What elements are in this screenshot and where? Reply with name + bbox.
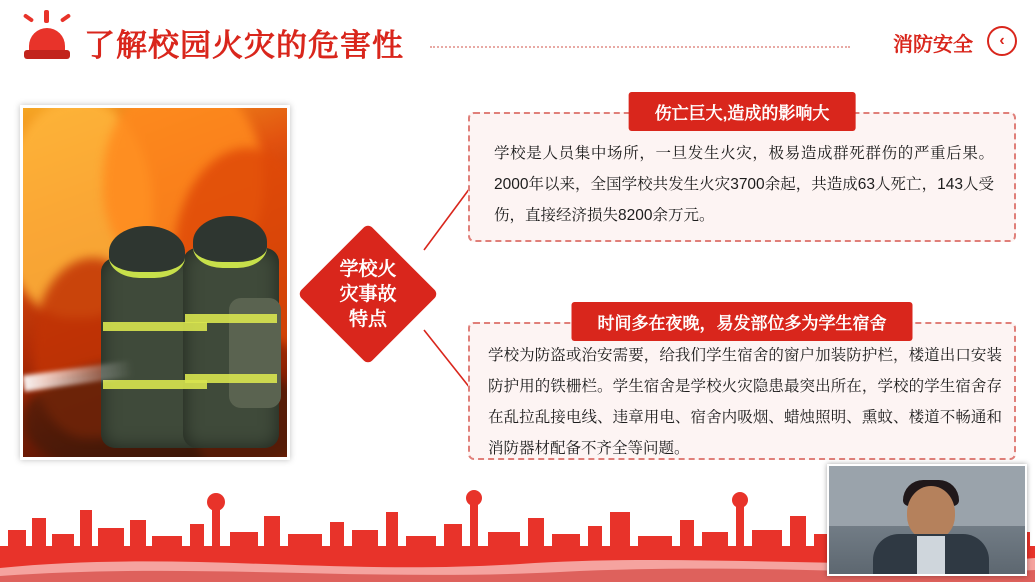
presenter-video-thumbnail[interactable] bbox=[827, 464, 1027, 576]
center-diamond-label bbox=[296, 222, 440, 366]
info-card-2-title: 时间多在夜晚，易发部位多为学生宿舍 bbox=[572, 302, 913, 341]
info-card-2-body: 学校为防盗或治安需要，给我们学生宿舍的窗户加装防护栏，楼道出口安装防护用的铁栅栏。学生宿舍是学校火灾隐患最突出所在，学校的学生宿舍存在乱拉乱接电线、违章用电、宿舍内吸烟、蜡烛照明、熏蚊、楼道不畅通和消防器材配备不齐全等问题。 bbox=[488, 347, 1002, 457]
diamond-line-3: 特点 bbox=[348, 308, 387, 330]
slide-header bbox=[0, 0, 1035, 80]
diamond-line-2: 灾事故 bbox=[339, 283, 397, 305]
info-card-1-body: 学校是人员集中场所，一旦发生火灾，极易造成群死群伤的严重后果。 2000年以来，全国学校共发生火灾3700余起，共造成63人死亡，143人受伤，直接经济损失8200余万元。 bbox=[494, 145, 994, 224]
diamond-text bbox=[296, 222, 440, 366]
info-card-2 bbox=[468, 314, 1016, 460]
firefighters-photo bbox=[20, 105, 290, 460]
diamond-line-1: 学校火 bbox=[339, 258, 397, 280]
alarm-light-icon bbox=[18, 10, 76, 66]
info-card-1-title: 伤亡巨大,造成的影响大 bbox=[629, 92, 856, 131]
header-section-label: 消防安全 bbox=[893, 34, 973, 56]
back-chevron-icon[interactable]: ‹ bbox=[987, 26, 1017, 56]
page-title: 了解校园火灾的危害性 bbox=[84, 28, 404, 64]
info-card-1 bbox=[468, 104, 1016, 242]
header-divider bbox=[430, 46, 850, 48]
